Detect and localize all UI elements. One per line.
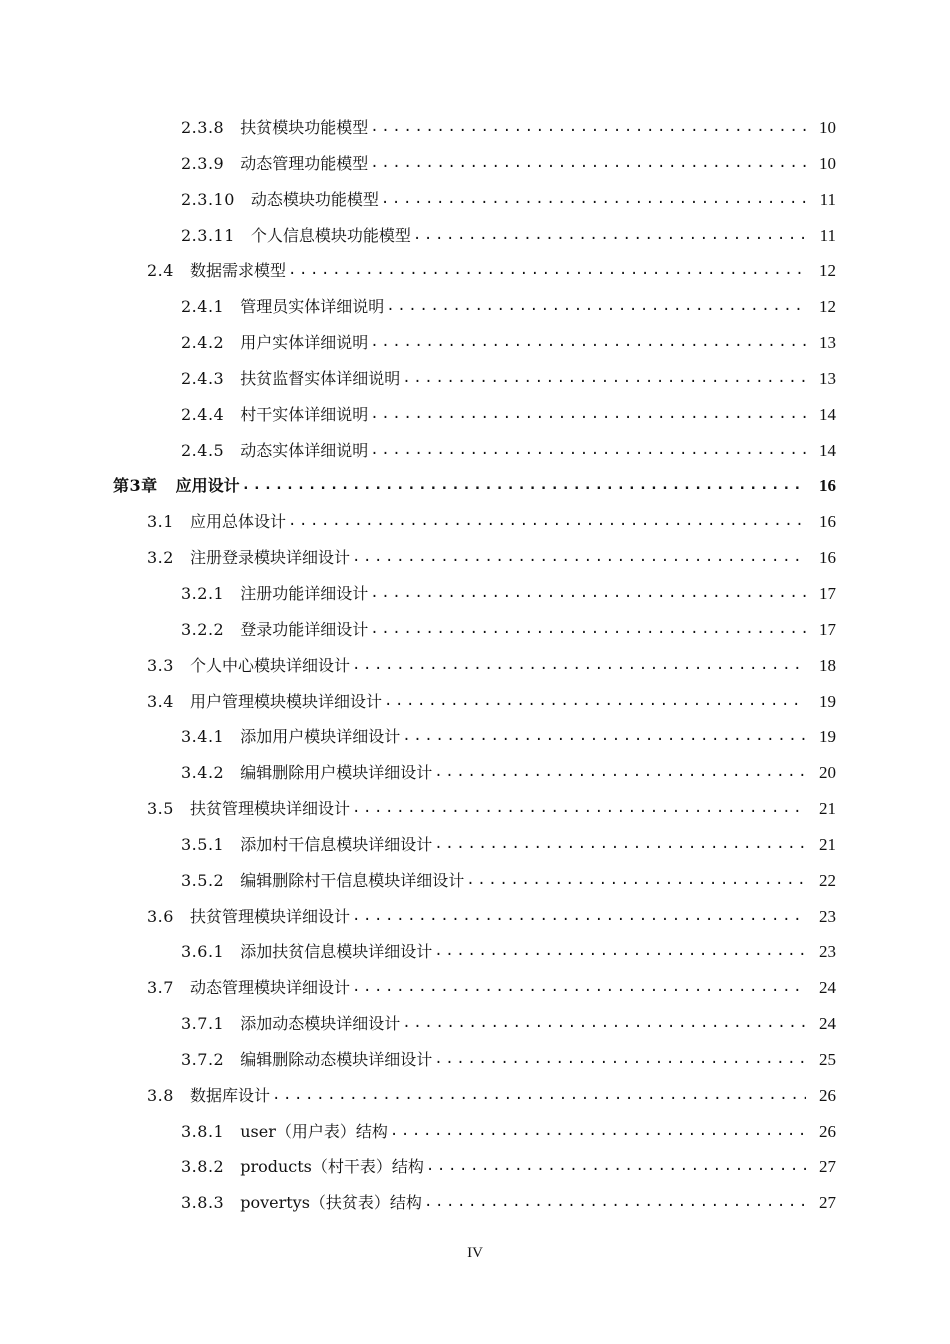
toc-entry-title: 数据库设计 <box>189 1085 270 1105</box>
toc-dot-leader <box>434 1042 806 1078</box>
toc-dot-leader <box>370 433 806 469</box>
toc-entry-title: 数据需求模型 <box>189 261 286 281</box>
toc-dot-leader <box>370 576 806 612</box>
toc-entry-number: 3.8.2 <box>181 1157 225 1177</box>
toc-entry-number: 3.5 <box>147 799 174 819</box>
toc-entry-number: 3.4 <box>147 691 174 711</box>
toc-entry-number: 3.7.1 <box>181 1014 225 1034</box>
toc-entry-lead <box>181 1006 812 1042</box>
toc-entry-lead <box>181 146 812 182</box>
toc-entry-number: 3.1 <box>147 512 174 532</box>
toc-entry-lead <box>181 289 812 325</box>
toc-entry-page: 14 <box>819 404 836 424</box>
toc-entry[interactable] <box>0 504 950 540</box>
toc-entry-page: 12 <box>819 297 836 317</box>
toc-entry-lead <box>181 1114 812 1150</box>
toc-entry-lead <box>181 1042 812 1078</box>
toc-entry-page: 27 <box>819 1157 836 1177</box>
toc-dot-leader <box>434 755 806 791</box>
toc-entry[interactable] <box>0 289 950 325</box>
toc-entry-page: 14 <box>819 440 836 460</box>
toc-entry-lead <box>181 719 812 755</box>
toc-entry-page: 16 <box>819 476 836 496</box>
toc-entry-number: 3.4.2 <box>181 763 225 783</box>
toc-entry[interactable] <box>0 719 950 755</box>
toc-dot-leader <box>352 540 806 576</box>
toc-entry-number: 3.2.1 <box>181 583 225 603</box>
toc-entry-title: 动态管理模块详细设计 <box>189 978 350 998</box>
toc-entry-lead <box>181 612 812 648</box>
toc-entry-title: 动态管理功能模型 <box>240 153 369 173</box>
toc-dot-leader <box>352 899 806 935</box>
toc-entry-page: 13 <box>819 333 836 353</box>
toc-entry-number: 3.8.3 <box>181 1193 225 1213</box>
toc-entry-number: 2.4 <box>147 261 174 281</box>
toc-entry-page: 17 <box>819 619 836 639</box>
toc-entry-page: 19 <box>819 727 836 747</box>
toc-dot-leader <box>424 1185 806 1221</box>
toc-entry-number: 2.3.8 <box>181 118 225 137</box>
toc-entry-page: 19 <box>819 691 836 711</box>
toc-entry-lead <box>181 1149 812 1185</box>
toc-entry-number: 3.4.1 <box>181 727 225 747</box>
table-of-contents <box>0 110 950 1221</box>
toc-dot-leader <box>466 863 806 899</box>
toc-entry-number: 2.3.10 <box>181 189 235 209</box>
toc-entry-lead <box>147 504 812 540</box>
toc-entry-title: 注册功能详细设计 <box>240 583 369 603</box>
toc-entry[interactable] <box>0 612 950 648</box>
toc-dot-leader <box>370 397 806 433</box>
toc-entry-lead <box>181 110 812 146</box>
toc-entry-number: 3.8.1 <box>181 1121 225 1141</box>
toc-entry[interactable] <box>0 182 950 218</box>
toc-entry-lead <box>147 540 812 576</box>
toc-entry-title: 用户管理模块模块详细设计 <box>189 691 382 711</box>
toc-entry[interactable] <box>0 755 950 791</box>
toc-dot-leader <box>381 182 806 218</box>
toc-entry-title: products（村干表）结构 <box>240 1157 424 1177</box>
toc-entry[interactable] <box>0 934 950 970</box>
toc-entry-lead <box>181 827 812 863</box>
toc-entry-title: 个人中心模块详细设计 <box>189 655 350 675</box>
toc-entry-page: 25 <box>819 1049 836 1069</box>
toc-entry-title: 个人信息模块功能模型 <box>250 225 411 245</box>
toc-entry-number: 3.2 <box>147 548 174 568</box>
toc-dot-leader <box>370 110 806 146</box>
toc-entry-number: 第3章 <box>113 476 158 496</box>
toc-entry[interactable] <box>0 146 950 182</box>
toc-entry[interactable] <box>0 791 950 827</box>
toc-entry-number: 3.5.2 <box>181 870 225 890</box>
toc-entry-page: 13 <box>819 368 836 388</box>
toc-entry[interactable] <box>0 827 950 863</box>
toc-entry-title: 注册登录模块详细设计 <box>189 548 350 568</box>
toc-entry-title: 扶贫管理模块详细设计 <box>189 799 350 819</box>
toc-dot-leader <box>402 361 806 397</box>
toc-entry-page: 10 <box>819 153 836 173</box>
toc-entry-title: povertys（扶贫表）结构 <box>240 1193 422 1213</box>
toc-dot-leader <box>352 791 806 827</box>
toc-dot-leader <box>426 1149 806 1185</box>
toc-entry[interactable] <box>0 110 950 146</box>
toc-entry-number: 2.4.3 <box>181 368 225 388</box>
toc-entry[interactable] <box>0 1006 950 1042</box>
toc-entry-number: 3.5.1 <box>181 834 225 854</box>
toc-entry-number: 2.3.9 <box>181 153 225 173</box>
toc-entry-title: 添加动态模块详细设计 <box>240 1014 401 1034</box>
toc-entry-page: 16 <box>819 512 836 532</box>
toc-entry[interactable] <box>0 1078 950 1114</box>
toc-entry-lead <box>181 361 812 397</box>
toc-dot-leader <box>390 1114 806 1150</box>
toc-entry-page: 24 <box>819 978 836 998</box>
toc-entry-lead <box>181 1185 812 1221</box>
toc-entry-page: 11 <box>819 189 836 209</box>
toc-entry-lead <box>147 970 812 1006</box>
toc-entry[interactable] <box>0 648 950 684</box>
toc-entry-lead <box>147 1078 812 1114</box>
toc-entry-title: 动态实体详细说明 <box>240 440 369 460</box>
toc-entry-lead <box>181 218 812 254</box>
toc-entry-lead <box>181 433 812 469</box>
toc-dot-leader <box>352 648 806 684</box>
toc-dot-leader <box>370 612 806 648</box>
toc-entry-page: 11 <box>819 225 836 245</box>
toc-entry-lead <box>181 182 812 218</box>
toc-entry-title: 添加扶贫信息模块详细设计 <box>240 942 433 962</box>
toc-entry-lead <box>113 468 812 504</box>
toc-entry-title: 扶贫管理模块详细设计 <box>189 906 350 926</box>
toc-entry-lead <box>181 576 812 612</box>
toc-entry-title: 扶贫监督实体详细说明 <box>240 368 401 388</box>
toc-entry-number: 2.4.2 <box>181 333 225 353</box>
toc-entry-page: 27 <box>819 1193 836 1213</box>
toc-entry-lead <box>181 863 812 899</box>
toc-entry[interactable] <box>0 899 950 935</box>
toc-entry-number: 3.7 <box>147 978 174 998</box>
toc-entry-number: 3.6.1 <box>181 942 225 962</box>
toc-entry-lead <box>147 899 812 935</box>
toc-entry-page: 12 <box>819 261 836 281</box>
toc-entry-title: 登录功能详细设计 <box>240 619 369 639</box>
toc-entry-page: 21 <box>819 799 836 819</box>
toc-entry-page: 10 <box>819 118 836 137</box>
toc-entry[interactable] <box>0 1149 950 1185</box>
toc-entry-lead <box>181 755 812 791</box>
toc-entry[interactable] <box>0 218 950 254</box>
toc-entry[interactable] <box>0 540 950 576</box>
toc-entry[interactable] <box>0 433 950 469</box>
toc-dot-leader <box>402 1006 806 1042</box>
toc-entry-page: 22 <box>819 870 836 890</box>
toc-entry[interactable] <box>0 468 950 504</box>
toc-entry-title: 应用总体设计 <box>189 512 286 532</box>
toc-entry-title: user（用户表）结构 <box>240 1121 388 1141</box>
toc-entry-page: 18 <box>819 655 836 675</box>
toc-entry-page: 26 <box>819 1121 836 1141</box>
toc-dot-leader <box>434 934 806 970</box>
toc-dot-leader <box>272 1078 806 1114</box>
toc-entry[interactable] <box>0 1042 950 1078</box>
toc-dot-leader <box>242 468 806 504</box>
toc-dot-leader <box>402 719 806 755</box>
toc-entry-page: 24 <box>819 1014 836 1034</box>
toc-entry-number: 2.4.4 <box>181 404 225 424</box>
toc-entry[interactable] <box>0 253 950 289</box>
toc-entry-title: 编辑删除动态模块详细设计 <box>240 1049 433 1069</box>
toc-entry-lead <box>147 684 812 720</box>
toc-entry[interactable] <box>0 576 950 612</box>
toc-entry-number: 3.3 <box>147 655 174 675</box>
toc-entry-number: 3.6 <box>147 906 174 926</box>
toc-entry[interactable] <box>0 684 950 720</box>
toc-entry-title: 村干实体详细说明 <box>240 404 369 424</box>
toc-entry[interactable] <box>0 361 950 397</box>
toc-entry-page: 26 <box>819 1085 836 1105</box>
toc-dot-leader <box>413 218 806 254</box>
toc-entry-title: 添加用户模块详细设计 <box>240 727 401 747</box>
toc-entry-title: 管理员实体详细说明 <box>240 297 385 317</box>
toc-entry-number: 3.2.2 <box>181 619 225 639</box>
toc-entry[interactable] <box>0 397 950 433</box>
toc-entry-number: 3.8 <box>147 1085 174 1105</box>
toc-dot-leader <box>352 970 806 1006</box>
toc-entry-lead <box>181 325 812 361</box>
toc-entry-title: 编辑删除村干信息模块详细设计 <box>240 870 465 890</box>
toc-entry-lead <box>147 253 812 289</box>
toc-entry[interactable] <box>0 1185 950 1221</box>
toc-dot-leader <box>384 684 806 720</box>
toc-entry[interactable] <box>0 863 950 899</box>
toc-entry-lead <box>181 934 812 970</box>
toc-entry-number: 2.4.5 <box>181 440 225 460</box>
toc-entry[interactable] <box>0 1114 950 1150</box>
toc-entry-title: 编辑删除用户模块详细设计 <box>240 763 433 783</box>
toc-dot-leader <box>370 146 806 182</box>
toc-entry-page: 21 <box>819 834 836 854</box>
toc-entry-title: 动态模块功能模型 <box>250 189 379 209</box>
toc-dot-leader <box>434 827 806 863</box>
toc-entry-number: 2.4.1 <box>181 297 225 317</box>
toc-entry-page: 20 <box>819 763 836 783</box>
toc-entry-lead <box>147 791 812 827</box>
toc-entry-title: 扶贫模块功能模型 <box>240 118 369 137</box>
page-number: IV <box>467 1245 483 1261</box>
toc-entry-page: 17 <box>819 583 836 603</box>
toc-entry-page: 23 <box>819 906 836 926</box>
toc-entry-page: 16 <box>819 548 836 568</box>
toc-dot-leader <box>386 289 806 325</box>
toc-entry-lead <box>147 648 812 684</box>
toc-entry[interactable] <box>0 325 950 361</box>
toc-entry-number: 2.3.11 <box>181 225 235 245</box>
toc-dot-leader <box>288 504 806 540</box>
toc-entry[interactable] <box>0 970 950 1006</box>
toc-entry-title: 添加村干信息模块详细设计 <box>240 834 433 854</box>
toc-dot-leader <box>370 325 806 361</box>
toc-entry-lead <box>181 397 812 433</box>
toc-entry-number: 3.7.2 <box>181 1049 225 1069</box>
toc-entry-title: 应用设计 <box>175 476 240 496</box>
toc-dot-leader <box>288 253 806 289</box>
toc-entry-page: 23 <box>819 942 836 962</box>
toc-entry-title: 用户实体详细说明 <box>240 333 369 353</box>
